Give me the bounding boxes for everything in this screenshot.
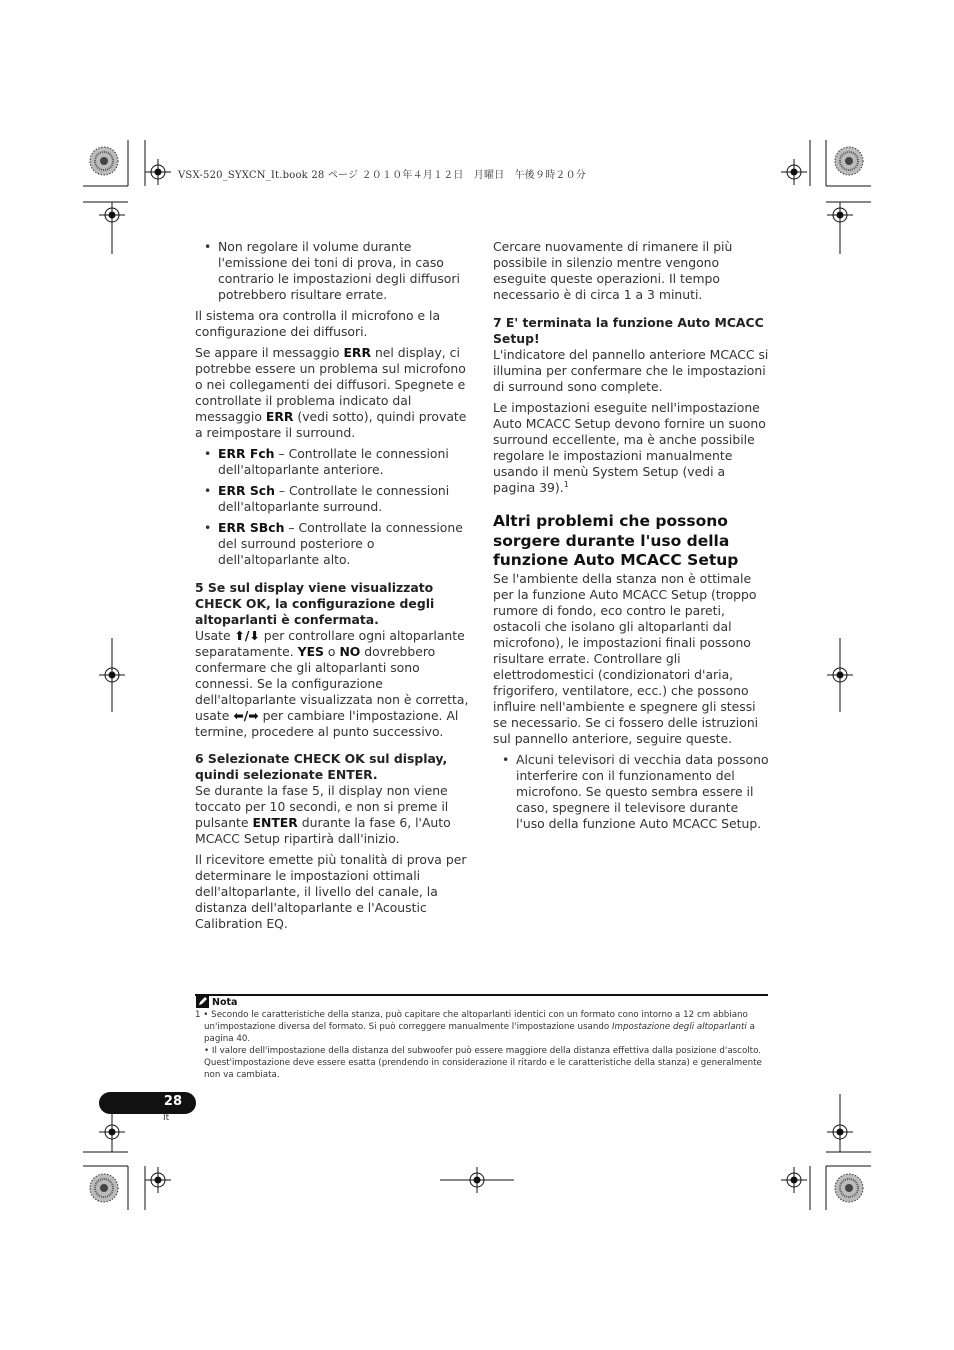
star-target-icon — [90, 147, 118, 175]
paragraph-receiver: Il ricevitore emette più tonalità di prova per determinare le impostazioni ottimali dell'altoparlante, il livello del canale, la distanza dell'altoparlante e l'Acoustic Calibration EQ. — [195, 852, 467, 931]
paragraph-indicator: L'indicatore del pannello anteriore MCACC si illumina per confermare che le impostazioni di surround sono complete. — [493, 347, 769, 394]
left-right-arrow-icon: ⬅/➡ — [233, 708, 259, 723]
step-6-title: 6 Selezionate CHECK OK sul display, quindi selezionate ENTER. — [195, 751, 448, 782]
note-2-line-3: non va cambiata. — [204, 1070, 280, 1080]
err-item-sbch: • ERR SBch – Controllate la connessione del surround posteriore o dell'altoparlante alto. — [195, 520, 471, 568]
note-divider — [195, 994, 768, 996]
note-title: Nota — [212, 996, 238, 1008]
paragraph-quiet: Cercare nuovamente di rimanere il più possibile in silenzio mentre vengono eseguite queste operazioni. Il tempo necessario è di circa 1 a 3 minuti. — [493, 239, 733, 302]
step-5-title: 5 Se sul display viene visualizzato CHECK OK, la configurazione degli altoparlanti è confermata. — [195, 580, 435, 627]
pencil-note-icon — [196, 996, 209, 1008]
page-language: It — [163, 1113, 170, 1123]
note-body — [195, 1009, 768, 1081]
star-target-icon — [90, 1174, 118, 1202]
left-column — [195, 239, 471, 937]
page-number: 28 — [163, 1094, 182, 1109]
err-item-sch: • ERR Sch – Controllate le connessioni dell'altoparlante surround. — [195, 483, 471, 515]
star-target-icon — [835, 1174, 863, 1202]
right-column — [493, 239, 769, 837]
print-header: VSX-520_SYXCN_It.book 28 ページ ２０１０年４月１２日 月曜日 午後９時２０分 — [178, 170, 587, 181]
step-6-body: Se durante la fase 5, il display non viene toccato per 10 secondi, e non si preme il pulsante ENTER durante la fase 6, l'Auto MCACC Setup ripartirà dall'inizio. — [195, 783, 451, 846]
section-heading: Altri problemi che possono sorgere durante l'uso della funzione Auto MCACC Setup — [493, 512, 739, 569]
bullet-tv: • Alcuni televisori di vecchia data possono interferire con il funzionamento del microfono. Se questo sembra essere il caso, spegnere il televisore durante l'uso della funzione Auto MCACC Setup. — [493, 752, 769, 832]
paragraph-settings: Le impostazioni eseguite nell'impostazione Auto MCACC Setup devono fornire un suono surround eccellente, ma è anche possibile regolare le impostazioni manualmente usando il menù System Setup (vedi a pagina 39).$^1$ — [493, 400, 766, 495]
err-item-fch: • ERR Fch – Controllate le connessioni dell'altoparlante anteriore. — [195, 446, 471, 478]
note-2-line-1: • Il valore dell'impostazione della distanza del subwoofer può essere maggiore della distanza effettiva dalla posizione d'ascolto. — [204, 1046, 762, 1056]
note-header — [196, 996, 237, 1008]
note-2-line-2: Quest'impostazione deve essere esatta (prendendo in considerazione il ritardo e le caratteristiche della stanza) e generalmente — [204, 1058, 762, 1068]
paragraph-environment: Se l'ambiente della stanza non è ottimale per la funzione Auto MCACC Setup (troppo rumore di fondo, eco contro le pareti, ostacoli che isolano gli altoparlanti dal microfono), le impostazioni finali possono risultare errate. Controllare gli elettrodomestici (condizionatori d'aria, frigorifero, ventilatore, ecc.) che possono influire nell'ambiente e spegnere gli stessi se necessario. Se ci fossero delle istruzioni sul pannello anteriore, seguire queste. — [493, 570, 759, 746]
step-5-body: Usate ⬆/⬇ per controllare ogni altoparlante separatamente. YES o NO dovrebbero confermare che gli altoparlanti sono connessi. Se la configurazione dell'altoparlante visualizzata non è corretta, usate ⬅/➡ per cambiare l'impostazione. Al termine, procedere al punto successivo. — [195, 628, 469, 739]
note-1-line-1: 1 • Secondo le caratteristiche della stanza, può capitare che altoparlanti identici con un formato cono intorno a 12 cm abbiano — [195, 1010, 748, 1020]
star-target-icon — [835, 147, 863, 175]
note-1-line-3: pagina 40. — [204, 1034, 251, 1044]
paragraph-system-checks: Il sistema ora controlla il microfono e la configurazione dei diffusori. — [195, 308, 441, 339]
paragraph-err: Se appare il messaggio ERR nel display, ci potrebbe essere un problema sul microfono o nei collegamenti dei diffusori. Spegnete e controllate il problema indicato dal messaggio ERR (vedi sotto), quindi provate a reimpostare il surround. — [195, 345, 467, 440]
step-7-title: 7 E' terminata la funzione Auto MCACC Setup! — [493, 315, 764, 346]
bullet-test-tones: • Non regolare il volume durante l'emissione dei toni di prova, in caso contrario le impostazioni degli diffusori potrebbero risultare errate. — [195, 239, 471, 303]
footnote-ref: 1 — [563, 479, 569, 489]
note-1-line-2: un'impostazione diversa del formato. Si può correggere manualmente l'impostazione usando Impostazione degli altoparlanti a — [204, 1022, 755, 1032]
up-down-arrow-icon: ⬆/⬇ — [234, 628, 260, 643]
